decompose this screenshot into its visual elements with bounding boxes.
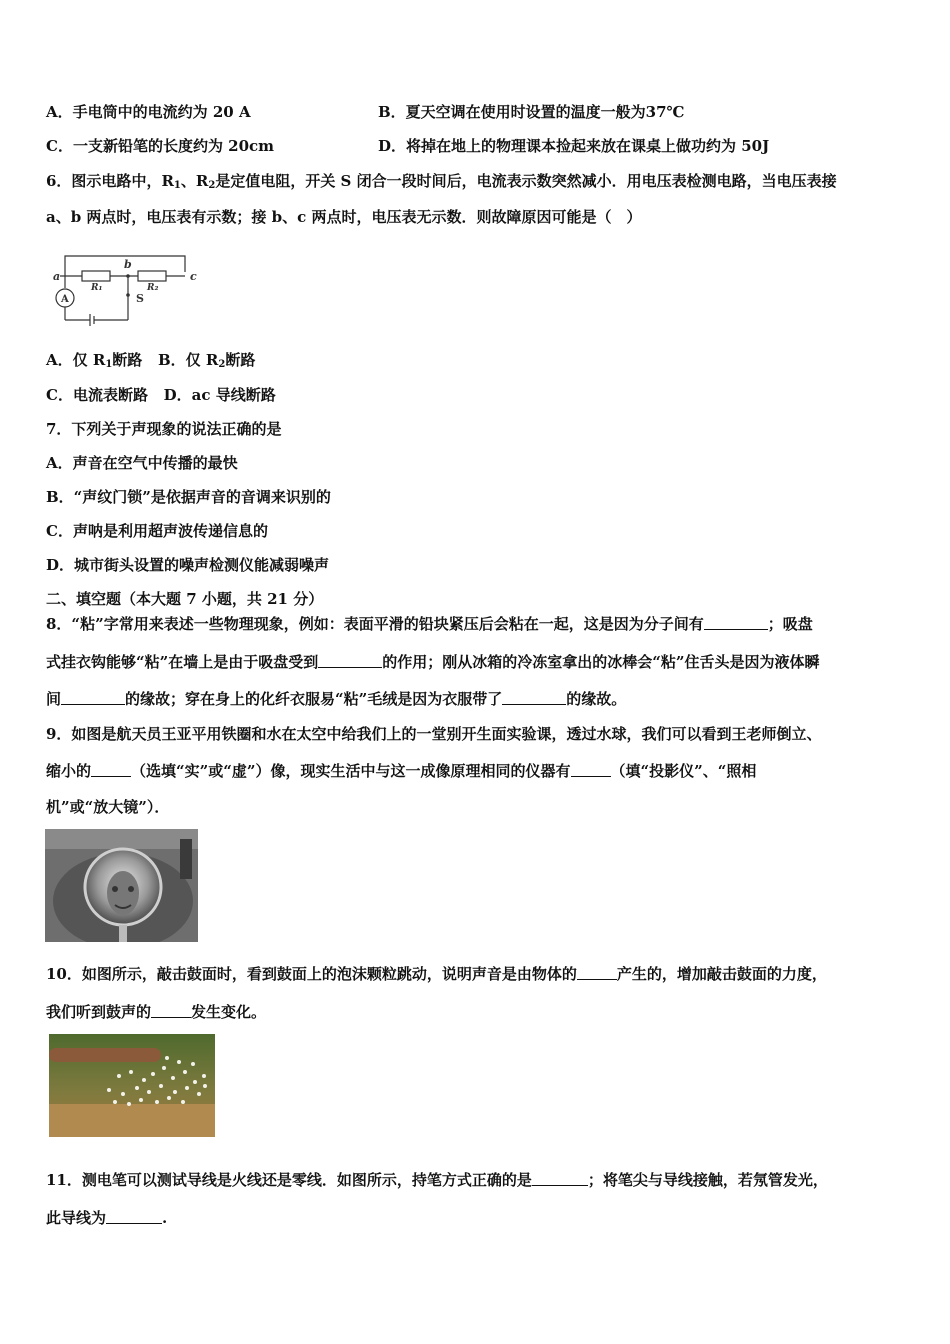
q11-text: 此导线为	[46, 1209, 107, 1227]
point-c-label: c	[190, 270, 197, 283]
subscript: 2	[218, 359, 226, 370]
drum-foam-photo	[49, 1034, 215, 1137]
q8-text: 间	[46, 690, 62, 708]
q9-text: （选填“实”或“虚”）像，现实生活中与这一成像原理相同的仪器有	[131, 762, 571, 780]
q9-text: （填“投影仪”、“照相	[610, 762, 757, 780]
q6-option-a: 断路	[112, 351, 143, 369]
answer-blank[interactable]	[106, 1209, 162, 1224]
q5-option-a: A．手电筒中的电流约为 20 A	[46, 103, 251, 121]
q8-text: 式挂衣钩能够“粘”在墙上是由于吸盘受到	[46, 653, 319, 671]
q8-text: 8．“粘”字常用来表述一些物理现象，例如：表面平滑的铅块紧压后会粘在一起，这是因为分子间有	[46, 615, 704, 633]
answer-blank[interactable]	[571, 762, 611, 777]
switch-label: S	[136, 292, 144, 305]
q8-text: ；吸盘	[767, 615, 813, 633]
q7-stem: 7．下列关于声现象的说法正确的是	[46, 420, 282, 438]
q5-option-c: C．一支新铅笔的长度约为 20cm	[46, 137, 275, 155]
ammeter-label: A	[61, 294, 69, 305]
q6-option-d: D．ac 导线断路	[163, 386, 276, 404]
q11-text: 11．测电笔可以测试导线是火线还是零线．如图所示，持笔方式正确的是	[46, 1171, 532, 1189]
q8-text: 的缘故；穿在身上的化纤衣服易“粘”毛绒是因为衣服带了	[125, 690, 503, 708]
water-ball-photo	[45, 829, 198, 942]
q7-option-a: A．声音在空气中传播的最快	[46, 454, 238, 472]
q8-text: 的作用；刚从冰箱的冷冻室拿出的冰棒会“粘”住舌头是因为液体瞬	[382, 653, 820, 671]
q7-option-d: D．城市街头设置的噪声检测仪能减弱噪声	[46, 556, 330, 574]
q6-options-cd	[46, 385, 276, 405]
q10-text: 我们听到鼓声的	[46, 1003, 152, 1021]
point-a-label: a	[53, 270, 61, 283]
q6-stem-text: 、R	[180, 172, 209, 190]
q6-option-c: C．电流表断路	[46, 386, 148, 404]
subscript: 1	[173, 180, 181, 191]
q11-line1	[46, 1170, 828, 1190]
q10-text: 10．如图所示，敲击鼓面时，看到鼓面上的泡沫颗粒跳动，说明声音是由物体的	[46, 965, 577, 983]
q10-line2	[46, 1002, 266, 1022]
answer-blank[interactable]	[61, 690, 125, 705]
r2-label: R₂	[147, 283, 159, 293]
q7-option-c: C．声呐是利用超声波传递信息的	[46, 522, 268, 540]
answer-blank[interactable]	[704, 615, 768, 630]
point-b-label: b	[124, 258, 132, 271]
answer-blank[interactable]	[91, 762, 131, 777]
q6-stem-text: 6．图示电路中，R	[46, 172, 174, 190]
q8-line2	[46, 652, 820, 672]
answer-blank[interactable]	[502, 690, 566, 705]
subscript: 2	[208, 180, 216, 191]
q5-option-d: D．将掉在地上的物理课本捡起来放在课桌上做功约为 50J	[378, 137, 770, 155]
q10-text: 发生变化。	[191, 1003, 267, 1021]
circuit-diagram	[50, 250, 200, 328]
q9-line3: 机”或“放大镜”）．	[46, 798, 170, 816]
subscript: 1	[105, 359, 113, 370]
q6-option-b: 断路	[225, 351, 256, 369]
q8-line1	[46, 614, 813, 634]
q9-text: 缩小的	[46, 762, 92, 780]
q5-option-b: B．夏天空调在使用时设置的温度一般为37℃	[378, 103, 685, 121]
q6-stem-text: 是定值电阻，开关 S 闭合一段时间后，电流表示数突然减小．用电压表检测电路，当电压表接	[215, 172, 837, 190]
q9-line2	[46, 761, 756, 781]
q6-option-b: B．仅 R	[157, 351, 219, 369]
answer-blank[interactable]	[318, 653, 382, 668]
q7-option-b: B．“声纹门锁”是依据声音的音调来识别的	[46, 488, 331, 506]
q6-options-ab	[46, 350, 255, 375]
r1-label: R₁	[91, 283, 103, 293]
q8-text: 的缘故。	[566, 690, 627, 708]
answer-blank[interactable]	[577, 965, 617, 980]
answer-blank[interactable]	[532, 1171, 588, 1186]
q11-line2	[46, 1208, 167, 1228]
q6-stem-line1	[46, 171, 837, 196]
q6-stem-line2: a、b 两点时，电压表有示数；接 b、c 两点时，电压表无示数．则故障原因可能是（ ）	[46, 208, 642, 226]
q9-line1: 9．如图是航天员王亚平用铁圈和水在太空中给我们上的一堂别开生面实验课，透过水球，我们可以看到王老师倒立、	[46, 725, 822, 743]
q10-text: 产生的，增加敲击鼓面的力度，	[616, 965, 827, 983]
q6-option-a: A．仅 R	[46, 351, 106, 369]
q11-text: .	[162, 1209, 168, 1227]
q11-text: ；将笔尖与导线接触，若氖管发光，	[587, 1171, 828, 1189]
section-heading: 二、填空题（本大题 7 小题，共 21 分）	[46, 590, 324, 608]
answer-blank[interactable]	[151, 1003, 191, 1018]
q10-line1	[46, 964, 827, 984]
q8-line3	[46, 689, 626, 709]
